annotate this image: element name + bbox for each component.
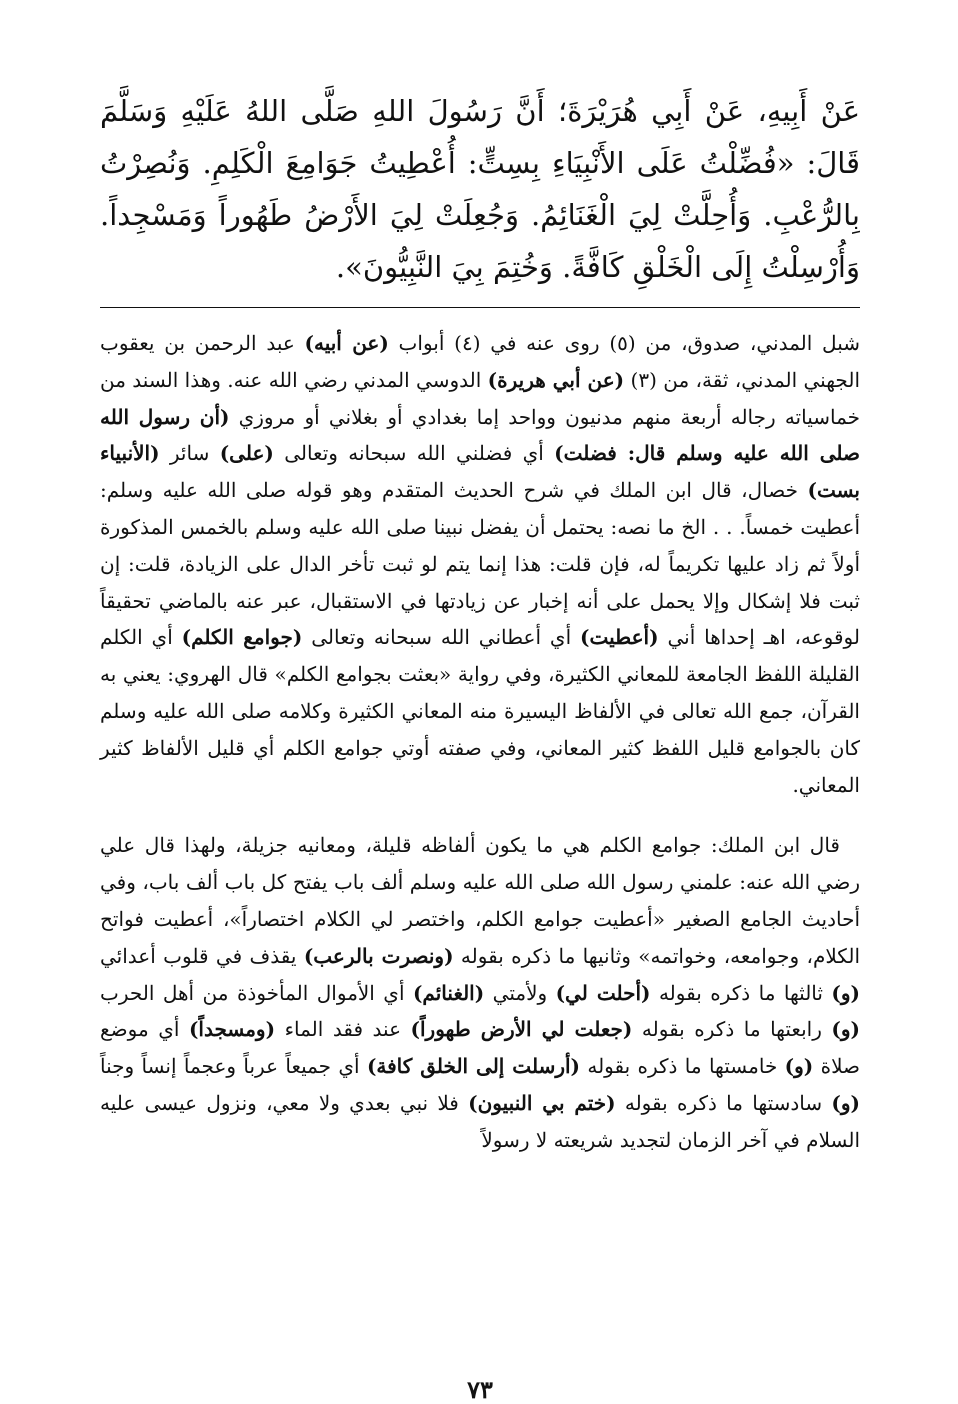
commentary <box>100 325 860 1159</box>
commentary-text: فلا نبي بعدي ولا معي، ونزول عيسى عليه السلام في آخر الزمان لتجديد شريعته لا رسولاً <box>100 1090 860 1152</box>
quoted-phrase: (أعطيت) <box>580 625 659 650</box>
commentary-text: عبد الرحمن بن يعقوب الجهني المدني، ثقة، من (٣) <box>100 331 860 392</box>
commentary-text: أي جميعاً عرباً وعجماً إنساً وجناً <box>100 1054 367 1079</box>
commentary-paragraph-2 <box>100 827 860 1158</box>
quoted-phrase: (عن أبي هريرة) <box>487 367 625 392</box>
footnote-divider <box>100 307 860 308</box>
quoted-phrase: (أحلت لي) <box>555 980 651 1005</box>
commentary-text: ولأمتي <box>484 980 556 1005</box>
commentary-text: رابعتها ما ذكره بقوله <box>632 1017 832 1042</box>
quoted-phrase: (أرسلت إلى الخلق كافة) <box>366 1054 581 1079</box>
quoted-phrase: (الغنائم) <box>412 980 485 1005</box>
commentary-text: خصال، قال ابن الملك في شرح الحديث المتقدم وهو قوله صلى الله عليه وسلم: أعطيت خمساً. . . الخ ما نصه: يحتمل أن يفضل نبينا صلى الله عليه وسلم بالخمس المذكورة أولاً ثم زاد عليها تكريماً له، فإن قلت: هذا إنما يتم لو ثبت تأخر الدال على الزيادة، قلت: إن ثبت فلا إشكال وإلا يحمل على أنه إخبار عن زيادتها في الاستقبال، عبر عنه بالماضي تحقيقاً لوقوعه، اهـ إحداها أني <box>100 478 860 650</box>
page <box>100 85 861 1404</box>
commentary-text: سائر <box>159 441 220 466</box>
quoted-phrase: (و) <box>831 1017 860 1042</box>
quoted-phrase: (ومسجداً) <box>188 1017 276 1042</box>
quoted-phrase: (أن رسول الله صلى الله عليه وسلم قال: فضلت) <box>100 404 861 466</box>
commentary-text: أي موضع صلاة <box>100 1017 860 1079</box>
quoted-phrase: (ونصرت بالرعب) <box>303 943 454 968</box>
quoted-phrase: (ختم بي النبيون) <box>468 1090 616 1115</box>
commentary-text: ثالثها ما ذكره بقوله <box>650 980 832 1005</box>
commentary-paragraph-1 <box>100 325 860 803</box>
quoted-phrase: (عن أبيه) <box>304 331 389 355</box>
hadith-text: عَنْ أَبِيهِ، عَنْ أَبِي هُرَيْرَةَ؛ أَنَّ رَسُولَ اللهِ صَلَّى اللهُ عَلَيْهِ وَسَلَّمَ قَالَ: «فُضِّلْتُ عَلَى الأَنْبِيَاءِ بِسِتٍّ: أُعْطِيتُ جَوَامِعَ الْكَلِمِ. وَنُصِرْتُ بِالرُّعْبِ. وَأُحِلَّتْ لِيَ الْغَنَائِمُ. وَجُعِلَتْ لِيَ الأَرْضُ طَهُوراً وَمَسْجِداً. وَأُرْسِلْتُ إِلَى الْخَلْقِ كَافَّةً. وَخُتِمَ بِيَ النَّبِيُّونَ». <box>100 94 860 284</box>
quoted-phrase: (جوامع الكلم) <box>181 625 303 650</box>
commentary-text: شبل المدني، صدوق، من (٥) روى عنه في (٤) أبواب <box>388 331 860 355</box>
page-number: ٧٣ <box>467 1375 493 1404</box>
commentary-text: أي أعطاني الله سبحانه وتعالى <box>302 625 581 650</box>
commentary-text: قال ابن الملك: جوامع الكلم هي ما يكون ألفاظه قليلة، ومعانيه جزيلة، ولهذا قال علي رضي الله عنه: علمني رسول الله صلى الله عليه وسلم ألف باب يفتح كل باب ألف باب، وفي أحاديث الجامع الصغير «أعطيت جوامع الكلم، واختصر لي الكلام اختصاراً»، أعطيت فواتح الكلام، وجوامعه، وخواتمه» وثانيها ما ذكره بقوله <box>100 833 860 968</box>
commentary-text: الدوسي المدني رضي الله عنه. وهذا السند من خماسياته رجاله أربعة منهم مدنيون وواحد إما بغدادي أو بغلاني أو مروزي <box>100 367 861 429</box>
quoted-phrase: (و) <box>784 1054 814 1079</box>
commentary-text: أي الكلم القليلة اللفظ الجامعة للمعاني الكثيرة، وفي رواية «بعثت بجوامع الكلم» قال الهروي: يعني به القرآن، جمع الله تعالى في الألفاظ اليسيرة منه المعاني الكثيرة وكلامه صلى الله عليه وسلم كان بالجوامع قليل اللفظ كثير المعاني، وفي صفته أوتي جوامع الكلم أي قليل الألفاظ كثير المعاني. <box>100 625 860 797</box>
commentary-text: خامستها ما ذكره بقوله <box>580 1054 785 1079</box>
quoted-phrase: (و) <box>831 980 860 1005</box>
commentary-text: عند فقد الماء <box>275 1017 411 1042</box>
commentary-text: أي الأموال المأخوذة من أهل الحرب <box>100 980 413 1005</box>
quoted-phrase: (جعلت لي الأرض طهوراً) <box>410 1017 633 1042</box>
quoted-phrase: (على) <box>219 441 274 466</box>
commentary-text: أي فضلني الله سبحانه وتعالى <box>273 441 555 466</box>
quoted-phrase: (الأنبياء بست) <box>100 441 860 503</box>
commentary-text: يقذف في قلوب أعدائي <box>100 943 304 968</box>
commentary-text: سادستها ما ذكره بقوله <box>615 1090 832 1115</box>
quoted-phrase: (و) <box>831 1090 861 1115</box>
